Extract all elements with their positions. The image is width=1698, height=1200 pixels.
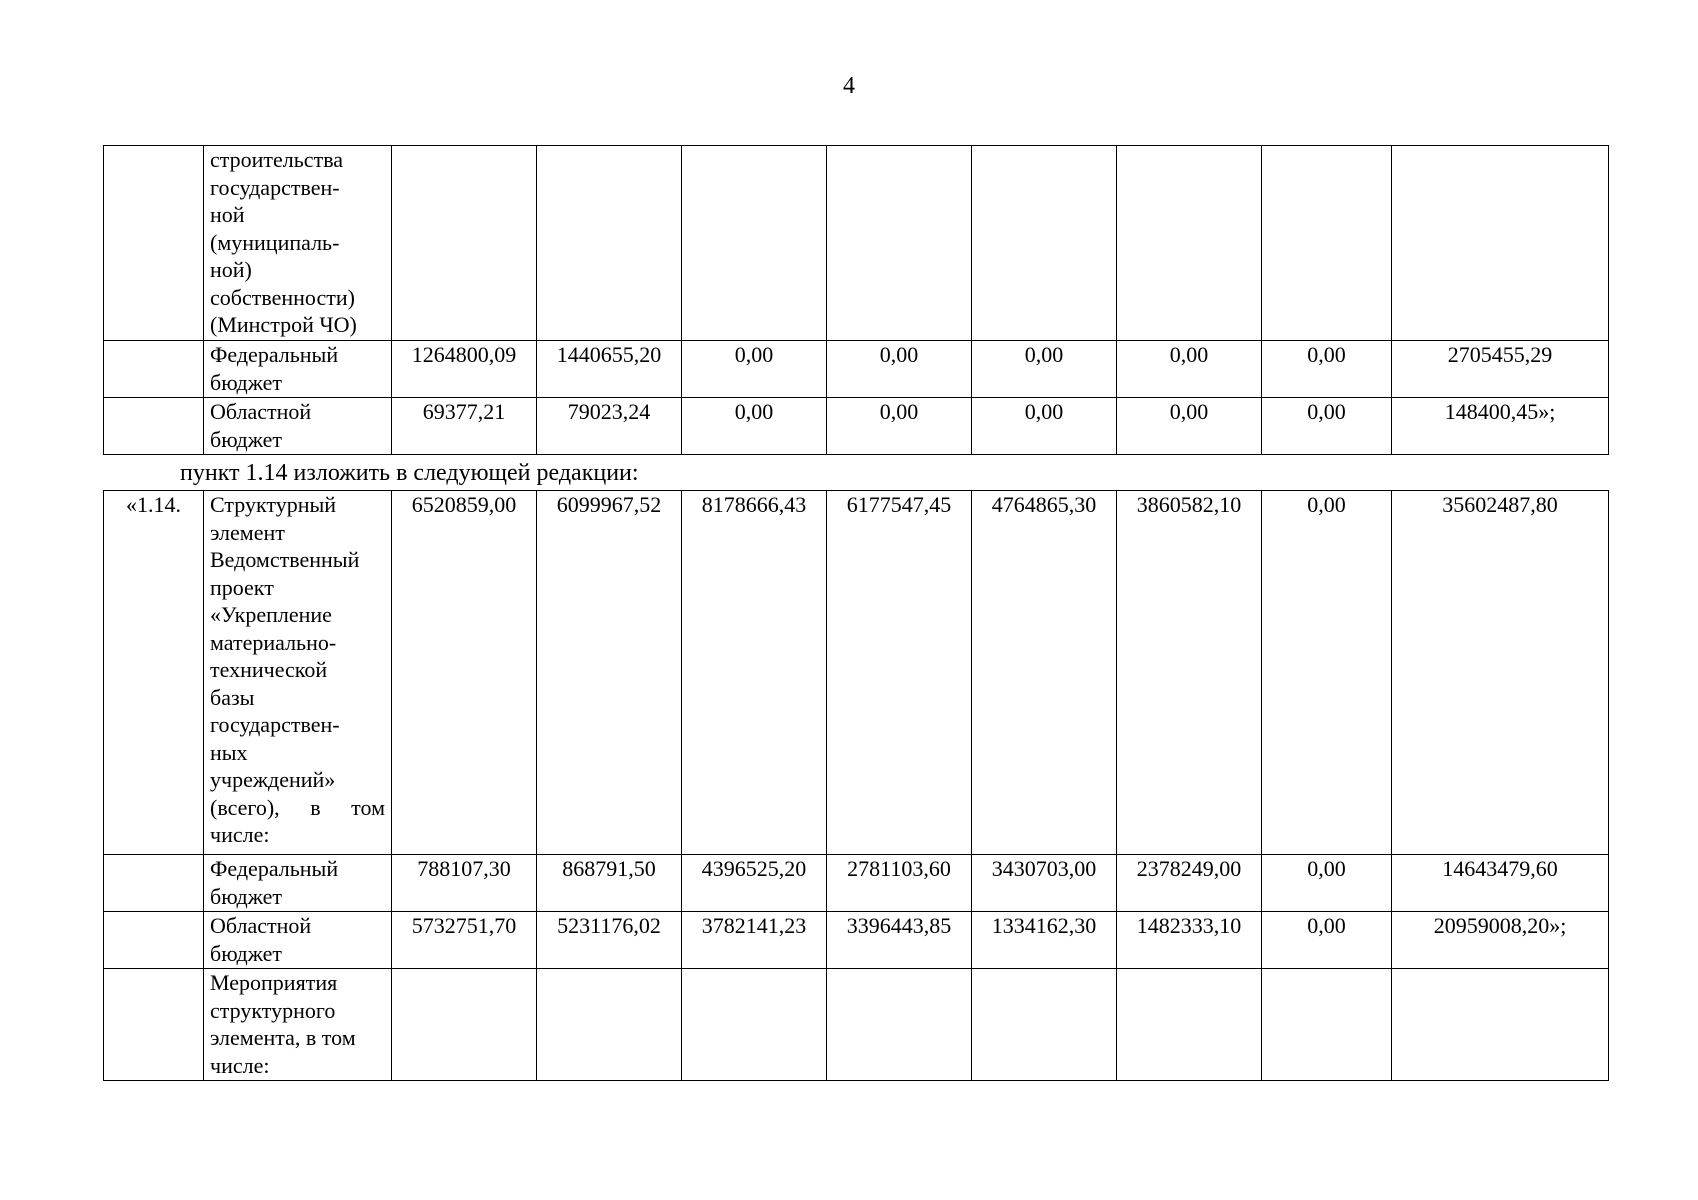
- value-cell: 0,00: [1262, 398, 1392, 455]
- row-name-line: элемента, в том: [210, 1025, 356, 1050]
- value-cell: 79023,24: [537, 398, 682, 455]
- value-cell: 868791,50: [537, 855, 682, 912]
- table-row: [104, 912, 1609, 969]
- row-name: [204, 341, 392, 398]
- value-cell: 5732751,70: [392, 912, 537, 969]
- total-cell: 14643479,60: [1392, 855, 1609, 912]
- row-name-line: числе:: [210, 1052, 270, 1078]
- row-name-line: Областной: [210, 913, 312, 938]
- value-cell: 2378249,00: [1117, 855, 1262, 912]
- value-cell: 1264800,09: [392, 341, 537, 398]
- value-cell: 8178666,43: [682, 491, 827, 855]
- row-index: [104, 398, 204, 455]
- row-name-line: Федеральный: [210, 856, 339, 881]
- total-cell: 35602487,80: [1392, 491, 1609, 855]
- value-cell: 1440655,20: [537, 341, 682, 398]
- value-cell: [1117, 969, 1262, 1081]
- total-cell: 148400,45»;: [1392, 398, 1609, 455]
- value-cell: 0,00: [1262, 855, 1392, 912]
- value-cell: 0,00: [827, 398, 972, 455]
- row-name-line: базы: [210, 684, 255, 710]
- row-name-line: бюджет: [210, 369, 282, 395]
- row-name: [204, 491, 392, 855]
- value-cell: 4764865,30: [972, 491, 1117, 855]
- value-cell: [1117, 146, 1262, 341]
- value-cell: 0,00: [1262, 912, 1392, 969]
- row-name-line: [210, 794, 385, 822]
- value-cell: 1334162,30: [972, 912, 1117, 969]
- row-name-line: Областной: [210, 399, 312, 424]
- row-name-line: государствен-: [210, 712, 340, 737]
- value-cell: 4396525,20: [682, 855, 827, 912]
- table-row: [104, 398, 1609, 455]
- row-index: [104, 855, 204, 912]
- row-index: «1.14.: [104, 491, 204, 855]
- row-name-line: ной): [210, 257, 252, 282]
- row-name: [204, 398, 392, 455]
- row-index: [104, 146, 204, 341]
- row-name-line: государствен-: [210, 174, 340, 200]
- value-cell: [972, 969, 1117, 1081]
- value-cell: [827, 146, 972, 341]
- row-name-line: «Укрепление: [210, 602, 332, 627]
- row-name-line: Ведомственный: [210, 547, 360, 572]
- value-cell: 0,00: [1117, 341, 1262, 398]
- row-name-line: ной: [210, 202, 245, 227]
- row-name: [204, 969, 392, 1081]
- table-row: [104, 855, 1609, 912]
- value-cell: [392, 146, 537, 341]
- value-cell: 69377,21: [392, 398, 537, 455]
- value-cell: 0,00: [827, 341, 972, 398]
- value-cell: 2781103,60: [827, 855, 972, 912]
- value-cell: 6520859,00: [392, 491, 537, 855]
- row-name-line: Структурный: [210, 492, 337, 517]
- instruction-text: пункт 1.14 изложить в следующей редакции:: [180, 460, 639, 486]
- row-name-line: (муниципаль-: [210, 229, 340, 255]
- row-name-line: ных: [210, 739, 248, 765]
- value-cell: 0,00: [1262, 491, 1392, 855]
- row-name-line: строительства: [210, 147, 344, 172]
- row-name-line: бюджет: [210, 940, 282, 966]
- value-cell: 1482333,10: [1117, 912, 1262, 969]
- row-name-line: Мероприятия: [210, 970, 338, 995]
- value-cell: 3860582,10: [1117, 491, 1262, 855]
- row-name-line: проект: [210, 574, 274, 600]
- row-index: [104, 341, 204, 398]
- value-cell: 0,00: [972, 341, 1117, 398]
- value-cell: [392, 969, 537, 1081]
- row-name-line: технической: [210, 657, 328, 682]
- page-number: 4: [843, 73, 855, 99]
- row-name: [204, 912, 392, 969]
- value-cell: [972, 146, 1117, 341]
- value-cell: 5231176,02: [537, 912, 682, 969]
- row-name-word: (всего),: [210, 794, 280, 820]
- row-name-line: числе:: [210, 822, 270, 847]
- value-cell: 0,00: [1262, 341, 1392, 398]
- value-cell: 0,00: [1117, 398, 1262, 455]
- row-name-line: бюджет: [210, 883, 282, 909]
- value-cell: 6177547,45: [827, 491, 972, 855]
- value-cell: 3782141,23: [682, 912, 827, 969]
- row-name-line: Федеральный: [210, 342, 339, 367]
- row-name-line: учреждений»: [210, 767, 336, 792]
- total-cell: 20959008,20»;: [1392, 912, 1609, 969]
- total-cell: 2705455,29: [1392, 341, 1609, 398]
- row-name: [204, 855, 392, 912]
- table-row: [104, 146, 1609, 341]
- value-cell: [537, 969, 682, 1081]
- row-name-line: бюджет: [210, 426, 282, 452]
- value-cell: [827, 969, 972, 1081]
- funding-table-bottom: [103, 490, 1609, 1081]
- value-cell: 788107,30: [392, 855, 537, 912]
- value-cell: [1262, 969, 1392, 1081]
- row-name-line: элемент: [210, 519, 285, 545]
- value-cell: [682, 146, 827, 341]
- row-index: [104, 912, 204, 969]
- value-cell: 3430703,00: [972, 855, 1117, 912]
- value-cell: [682, 969, 827, 1081]
- total-cell: [1392, 969, 1609, 1081]
- row-name-word: том: [351, 794, 385, 820]
- row-index: [104, 969, 204, 1081]
- value-cell: 3396443,85: [827, 912, 972, 969]
- funding-table-top: [103, 145, 1609, 455]
- row-name-line: собственности): [210, 284, 355, 310]
- row-name-line: структурного: [210, 997, 336, 1023]
- total-cell: [1392, 146, 1609, 341]
- row-name-word: в: [310, 794, 321, 820]
- row-name-line: материально-: [210, 629, 337, 655]
- table-row: [104, 969, 1609, 1081]
- value-cell: [1262, 146, 1392, 341]
- value-cell: 0,00: [682, 398, 827, 455]
- value-cell: 6099967,52: [537, 491, 682, 855]
- value-cell: [537, 146, 682, 341]
- table-row: [104, 341, 1609, 398]
- value-cell: 0,00: [972, 398, 1117, 455]
- value-cell: 0,00: [682, 341, 827, 398]
- row-name: [204, 146, 392, 341]
- row-name-line: (Минстрой ЧО): [210, 312, 357, 337]
- table-row: [104, 491, 1609, 855]
